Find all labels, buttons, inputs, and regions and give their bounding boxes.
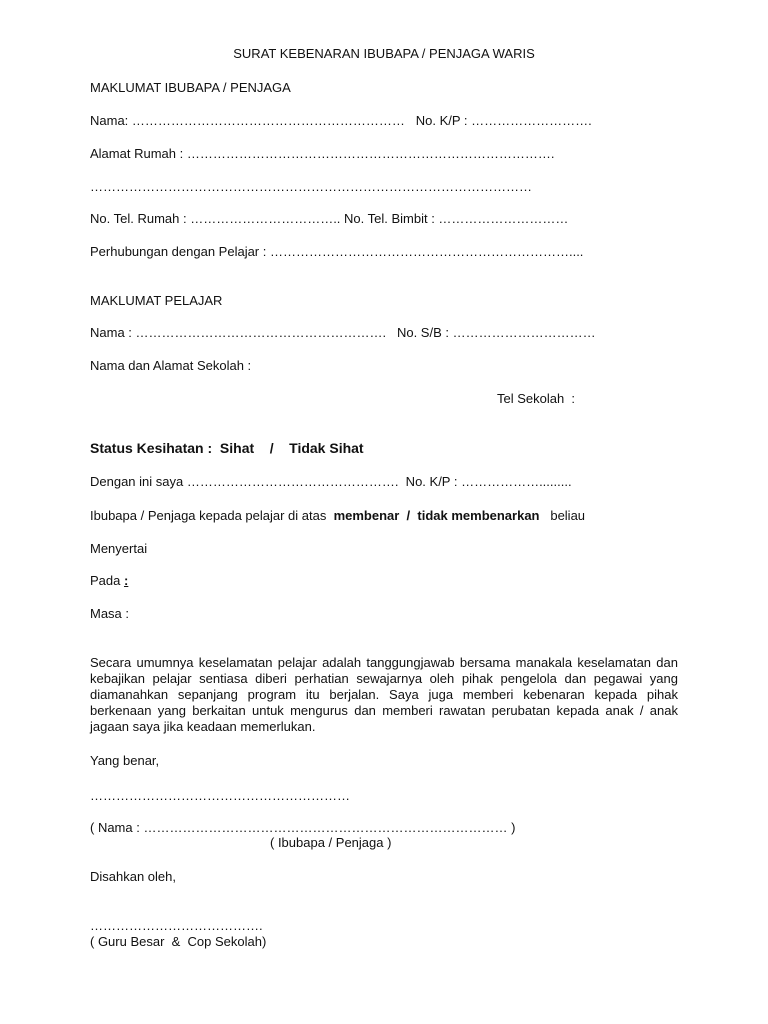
parent-address-line-1: Alamat Rumah : …………………………………………………………………………. [90, 146, 555, 161]
signatory-name-line: ( Nama : ………………………………………………………………………… ) [90, 820, 516, 835]
student-section-heading: MAKLUMAT PELAJAR [90, 293, 223, 308]
consent-suffix: beliau [543, 508, 586, 523]
closing-yang-benar: Yang benar, [90, 753, 160, 768]
school-phone-label: Tel Sekolah : [497, 391, 576, 406]
participate-label: Menyertai [90, 541, 148, 556]
relationship-line: Perhubungan dengan Pelajar : …………………………………………………………….... [90, 244, 584, 259]
date-label: Pada [90, 573, 124, 588]
school-name-address-label: Nama dan Alamat Sekolah : [90, 358, 252, 373]
date-line [90, 573, 128, 589]
parent-section-heading: MAKLUMAT IBUBAPA / PENJAGA [90, 80, 291, 95]
consent-prefix: Ibubapa / Penjaga kepada pelajar di atas [90, 508, 330, 523]
time-label: Masa : [90, 606, 130, 621]
declaration-line: Dengan ini saya …………………………………………. No. K/P : ………………......... [90, 474, 572, 489]
consent-choice: membenar / tidak membenarkan [329, 508, 544, 523]
document-title: SURAT KEBENARAN IBUBAPA / PENJAGA WARIS [233, 46, 535, 61]
signatory-role: ( Ibubapa / Penjaga ) [270, 835, 392, 850]
signature-line: …………………………………………………… [90, 788, 350, 803]
student-name-line: Nama : …………………………………………………. No. S/B : …………………………… [90, 325, 596, 340]
verified-by-label: Disahkan oleh, [90, 869, 176, 884]
responsibility-paragraph: Secara umumnya keselamatan pelajar adalah tanggungjawab bersama manakala keselamatan dan kebajikan pelajar sentiasa diberi perhatian sewajarnya oleh pihak pengelola dan pegawai yang diamanahkan sepanjang program itu berjalan. Saya juga memberi kebenaran kepada pihak berkenaan yang berkaitan untuk mengurus dan memberi rawatan perubatan kepada anak / anak jagaan saya jika keadaan memerlukan. [90, 655, 678, 734]
parent-name-line: Nama: ……………………………………………………… No. K/P : ………………………. [90, 113, 592, 128]
parent-address-line-2: ………………………………………………………………………………………… [90, 179, 532, 194]
date-colon: : [123, 573, 129, 588]
consent-line [90, 508, 585, 524]
verifier-role: ( Guru Besar & Cop Sekolah) [90, 934, 267, 949]
verifier-signature-line: …………………………………. [90, 918, 263, 933]
health-status-line: Status Kesihatan : Sihat / Tidak Sihat [90, 440, 364, 456]
parent-phone-line: No. Tel. Rumah : …………………………….. No. Tel. Bimbit : ………………………… [90, 211, 569, 226]
